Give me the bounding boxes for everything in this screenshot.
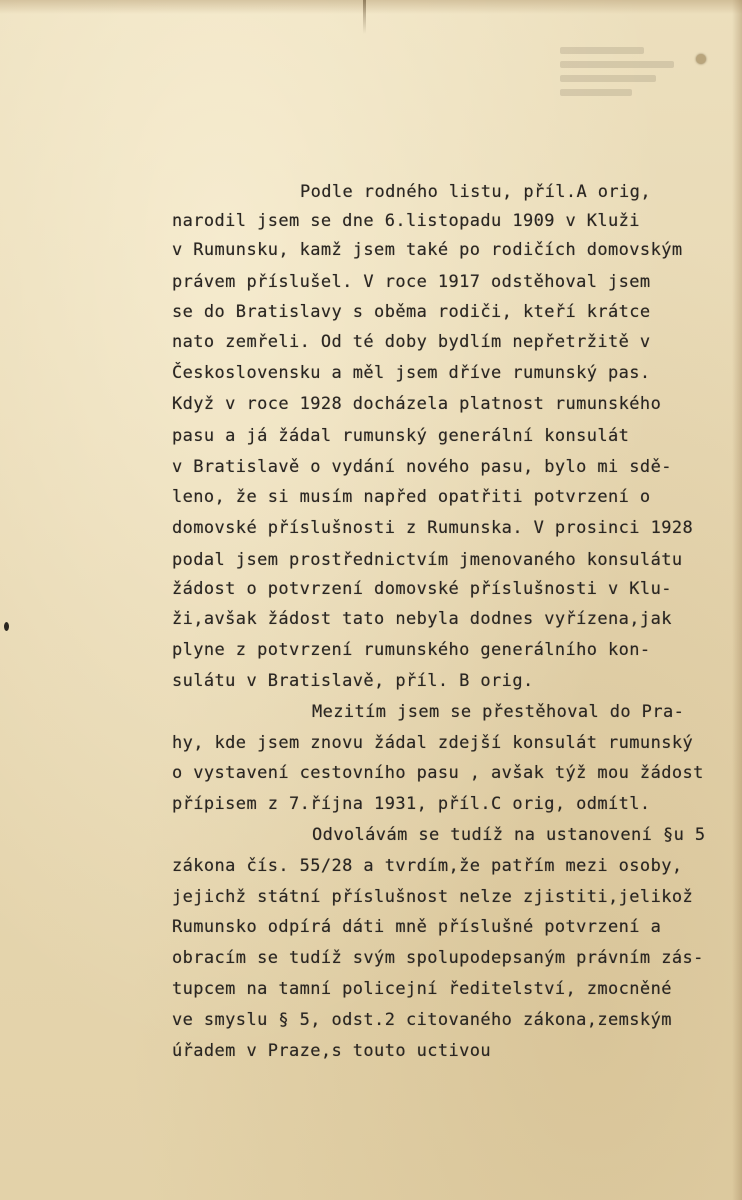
- text-line: se do Bratislavy s oběma rodiči, kteří krátce: [172, 302, 651, 322]
- ink-smudge: [4, 622, 9, 631]
- text-line: nato zemřeli. Od té doby bydlím nepřetržitě v: [172, 332, 651, 352]
- text-line: Odvolávám se tudíž na ustanovení §u 5: [312, 825, 706, 845]
- text-line: pasu a já žádal rumunský generální konsulát: [172, 426, 630, 446]
- paper-edge-right: [732, 0, 742, 1200]
- text-line: Rumunsko odpírá dáti mně příslušné potvrzení a: [172, 917, 662, 937]
- text-line: plyne z potvrzení rumunského generálního kon-: [172, 640, 651, 660]
- text-line: Podle rodného listu, příl.A orig,: [300, 182, 651, 202]
- text-line: o vystavení cestovního pasu , avšak týž mou žádost: [172, 763, 704, 783]
- text-line: žádost o potvrzení domovské příslušnosti v Klu-: [172, 579, 672, 599]
- text-line: právem příslušel. V roce 1917 odstěhoval jsem: [172, 272, 651, 292]
- text-line: v Rumunsku, kamž jsem také po rodičích domovským: [172, 240, 683, 260]
- text-line: zákona čís. 55/28 a tvrdím,že patřím mezi osoby,: [172, 856, 683, 876]
- text-line: přípisem z 7.října 1931, příl.C orig, odmítl.: [172, 794, 651, 814]
- paper-edge-top: [0, 0, 742, 14]
- text-line: domovské příslušnosti z Rumunska. V prosinci 1928: [172, 518, 694, 538]
- text-line: jejichž státní příslušnost nelze zjistiti,jelikož: [172, 887, 694, 907]
- text-line: Mezitím jsem se přestěhoval do Pra-: [312, 702, 685, 722]
- text-line: v Bratislavě o vydání nového pasu, bylo mi sdě-: [172, 457, 672, 477]
- text-line: obracím se tudíž svým spolupodepsaným právním zás-: [172, 948, 704, 968]
- text-line: leno, že si musím napřed opatřiti potvrzení o: [172, 487, 651, 507]
- text-line: Když v roce 1928 docházela platnost rumunského: [172, 394, 662, 414]
- text-line: ži,avšak žádost tato nebyla dodnes vyřízena,jak: [172, 609, 672, 629]
- text-line: tupcem na tamní policejní ředitelství, zmocněné: [172, 979, 672, 999]
- text-line: narodil jsem se dne 6.listopadu 1909 v Kluži: [172, 211, 640, 231]
- text-line: hy, kde jsem znovu žádal zdejší konsulát rumunský: [172, 733, 694, 753]
- punch-hole: [696, 54, 706, 64]
- text-line: podal jsem prostřednictvím jmenovaného konsulátu: [172, 550, 683, 570]
- text-line: ve smyslu § 5, odst.2 citovaného zákona,zemským: [172, 1010, 672, 1030]
- text-line: úřadem v Praze,s touto uctivou: [172, 1041, 492, 1061]
- paper-fold-mark: [363, 0, 366, 34]
- text-line: sulátu v Bratislavě, příl. B orig.: [172, 671, 534, 691]
- faded-stamp-show-through: [560, 40, 680, 110]
- text-line: Československu a měl jsem dříve rumunský pas.: [172, 363, 651, 383]
